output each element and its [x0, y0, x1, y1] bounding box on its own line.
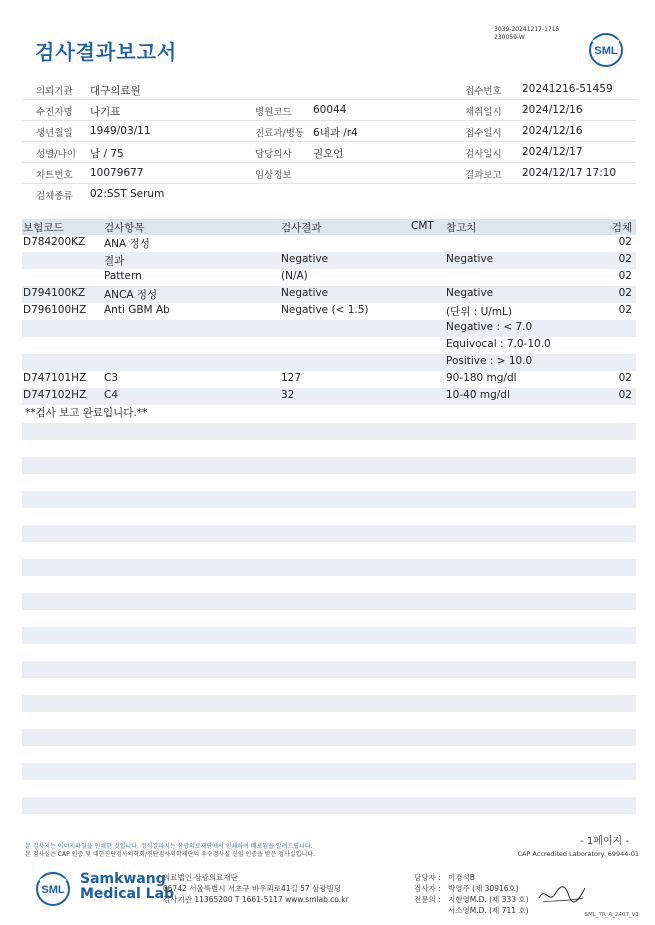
- accreditation-notice: 본 검사실은 CAP 인증 및 대한진단검사의학회/진단검사의학재단의 우수검사실 신임 인증을 받은 검사실입니다.: [25, 851, 315, 858]
- table-row: D747102HZ C4 32 10-40 mg/dl 02: [22, 388, 636, 405]
- info-row: 성별/나이 남 / 75 담당의사 권오언 검사일시 2024/12/17: [22, 142, 636, 163]
- info-row: 의뢰기관 대구의료원 접수번호 20241216-51459: [22, 79, 636, 100]
- sml-logo-icon: [35, 871, 71, 907]
- hospital-code-value: 60044: [313, 104, 347, 116]
- receipt-date-value: 2024/12/16: [522, 125, 583, 137]
- empty-row: [22, 423, 636, 440]
- empty-row: [22, 457, 636, 474]
- patient-info: [22, 79, 636, 204]
- empty-row: [22, 797, 636, 814]
- table-row: Positive : > 10.0: [22, 354, 636, 371]
- empty-rows: [22, 423, 636, 831]
- svg-text:SML: SML: [41, 884, 65, 896]
- brand-name: Samkwang Medical Lab: [80, 871, 175, 902]
- birth-date-value: 1949/03/11: [90, 125, 151, 137]
- info-row: 생년월일 1949/03/11 진료과/병동 6내과 /r4 접수일시 2024/12/16: [22, 121, 636, 142]
- signature-icon: [535, 880, 590, 908]
- document-id: 3039-20241217-1715 230059-W: [494, 26, 560, 41]
- table-row: D784200KZ ANA 정성 02: [23, 236, 632, 250]
- empty-row: [22, 559, 636, 576]
- specimen-value: 02:SST Serum: [90, 188, 165, 200]
- chart-no-value: 10079677: [90, 167, 144, 179]
- empty-row: [22, 729, 636, 746]
- cap-accreditation: CAP Accredited Laboratory. 69944-01: [517, 850, 639, 858]
- svg-text:SML: SML: [594, 45, 618, 57]
- hospital-value: 대구의료원: [90, 85, 141, 97]
- report-title: 검사결과보고서: [35, 40, 178, 64]
- info-row: 검체종류 02:SST Serum: [36, 188, 165, 202]
- empty-row: [22, 661, 636, 678]
- empty-row: [22, 695, 636, 712]
- info-row: 수진자명 나기표 병원코드 60044 채취일시 2024/12/16: [22, 100, 636, 121]
- collect-date-value: 2024/12/16: [522, 104, 583, 116]
- report-date-value: 2024/12/17 17:10: [522, 167, 617, 179]
- department-value: 6내과 /r4: [313, 127, 358, 139]
- lab-address: 의료법인 삼광의료재단 06742 서울특별시 서초구 바우뫼로41길 57 삼광빌딩 검사기관 11365200 T 1661-5117 www.smlab.co.kr: [163, 873, 349, 904]
- empty-row: [22, 763, 636, 780]
- patient-name-value: 나기표: [90, 106, 121, 118]
- results-table: [22, 219, 636, 422]
- sml-logo-icon: [588, 32, 624, 68]
- sex-age-value: 남 / 75: [90, 148, 124, 160]
- page-number: - 1페이지 -: [580, 836, 629, 847]
- form-code: SML_TR_A_2407_V1: [584, 912, 639, 918]
- empty-row: [22, 491, 636, 508]
- completion-note-row: [22, 405, 636, 422]
- empty-row: [22, 525, 636, 542]
- table-row: 결과 Negative Negative 02: [22, 252, 636, 269]
- table-row: D747101HZ C3 127 90-180 mg/dl 02: [23, 372, 632, 384]
- info-row: 차트번호 10079677 임상정보 결과보고 2024/12/17 17:10: [22, 163, 636, 184]
- table-row: Equivocal : 7.0-10.0: [446, 338, 551, 350]
- table-header: 보험코드 검사항목 검사결과 CMT 참고치 검체: [22, 219, 636, 235]
- print-notice: 본 검사지는 이미지파일을 인쇄한 것입니다. 정식결과지는 삼광의료재단에서 인쇄하여 배포됨을 알려드립니다.: [25, 843, 313, 850]
- empty-row: [22, 593, 636, 610]
- table-row: D794100KZ ANCA 정성 Negative Negative 02: [22, 286, 636, 303]
- doctor-value: 권오언: [313, 148, 344, 160]
- table-row: Negative : < 7.0: [22, 320, 636, 337]
- empty-row: [22, 627, 636, 644]
- completion-note: **검사 보고 완료입니다.**: [25, 407, 148, 419]
- receipt-no-value: 20241216-51459: [522, 83, 613, 95]
- table-row: Pattern (N/A) 02: [104, 270, 632, 282]
- test-date-value: 2024/12/17: [522, 146, 583, 158]
- table-row: D796100HZ Anti GBM Ab Negative (< 1.5) (단위 : U/mL) 02: [23, 304, 632, 318]
- staff-list: 담당자 : 이경석B 검사자 : 박영주 (제 30916호) 전문의 : 지현영M.D. (제 333 호) 서소영M.D. (제 711 호): [414, 873, 529, 915]
